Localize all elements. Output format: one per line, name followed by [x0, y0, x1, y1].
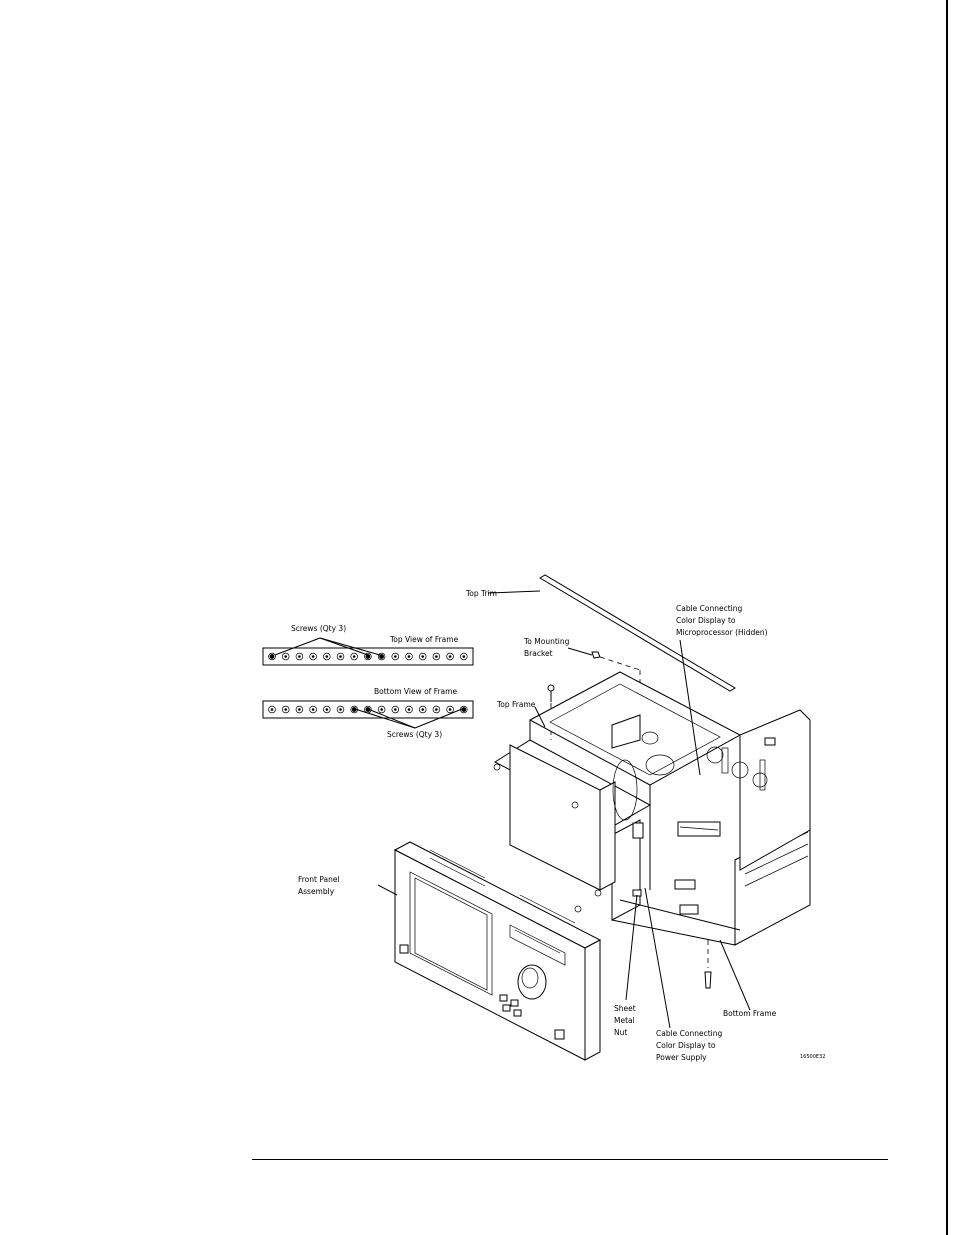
- frame-hole-center: [449, 708, 452, 711]
- label-bottom-frame: Bottom Frame: [723, 1009, 777, 1018]
- frame-hole-center: [394, 708, 397, 711]
- label-sheet: Sheet: [614, 1004, 636, 1013]
- frame-hole-center: [394, 655, 397, 658]
- frame-hole-center: [435, 708, 438, 711]
- label-top-trim: Top Trim: [466, 589, 497, 598]
- frame-hole-center: [298, 655, 301, 658]
- frame-hole-center: [380, 708, 383, 711]
- screw-position: [270, 654, 275, 659]
- frame-hole-center: [408, 708, 411, 711]
- screw-position: [461, 707, 466, 712]
- label-cable-micro-2: Color Display to: [676, 616, 736, 625]
- frame-hole-center: [326, 655, 329, 658]
- label-mounting-2: Bracket: [524, 649, 553, 658]
- frame-hole-center: [353, 655, 356, 658]
- label-screws-bottom: Screws (Qty 3): [387, 730, 443, 739]
- label-cable-power-1: Cable Connecting: [656, 1029, 723, 1038]
- label-cable-micro-3: Microprocessor (Hidden): [676, 628, 768, 637]
- label-cable-power-2: Color Display to: [656, 1041, 716, 1050]
- label-screws-top: Screws (Qty 3): [291, 624, 347, 633]
- label-cable-micro-1: Cable Connecting: [676, 604, 743, 613]
- frame-hole-center: [408, 655, 411, 658]
- frame-hole-center: [463, 655, 466, 658]
- frame-hole-center: [298, 708, 301, 711]
- label-bottom-view: Bottom View of Frame: [374, 687, 458, 696]
- label-top-frame: Top Frame: [497, 700, 536, 709]
- label-nut: Nut: [614, 1028, 628, 1037]
- bottom-view-frame: [263, 701, 473, 728]
- frame-hole-center: [326, 708, 329, 711]
- label-front-panel-2: Assembly: [298, 887, 335, 896]
- label-cable-power-3: Power Supply: [656, 1053, 707, 1062]
- frame-hole-center: [421, 708, 424, 711]
- bottom-screw: [705, 940, 711, 988]
- frame-hole-center: [339, 708, 342, 711]
- frame-hole-center: [435, 655, 438, 658]
- frame-hole-center: [312, 708, 315, 711]
- front-panel-leader: [378, 885, 397, 895]
- frame-hole-center: [312, 655, 315, 658]
- frame-hole-center: [449, 655, 452, 658]
- label-mounting-1: To Mounting: [524, 637, 570, 646]
- frame-hole-center: [339, 655, 342, 658]
- bottom-frame-leader: [720, 940, 750, 1010]
- label-front-panel-1: Front Panel: [298, 875, 340, 884]
- frame-hole-center: [421, 655, 424, 658]
- label-metal: Metal: [614, 1016, 635, 1025]
- frame-hole-center: [271, 708, 274, 711]
- label-top-view: Top View of Frame: [390, 635, 459, 644]
- frame-hole-center: [284, 708, 287, 711]
- frame-hole-center: [284, 655, 287, 658]
- label-figure-code: 16500E32: [800, 1054, 826, 1060]
